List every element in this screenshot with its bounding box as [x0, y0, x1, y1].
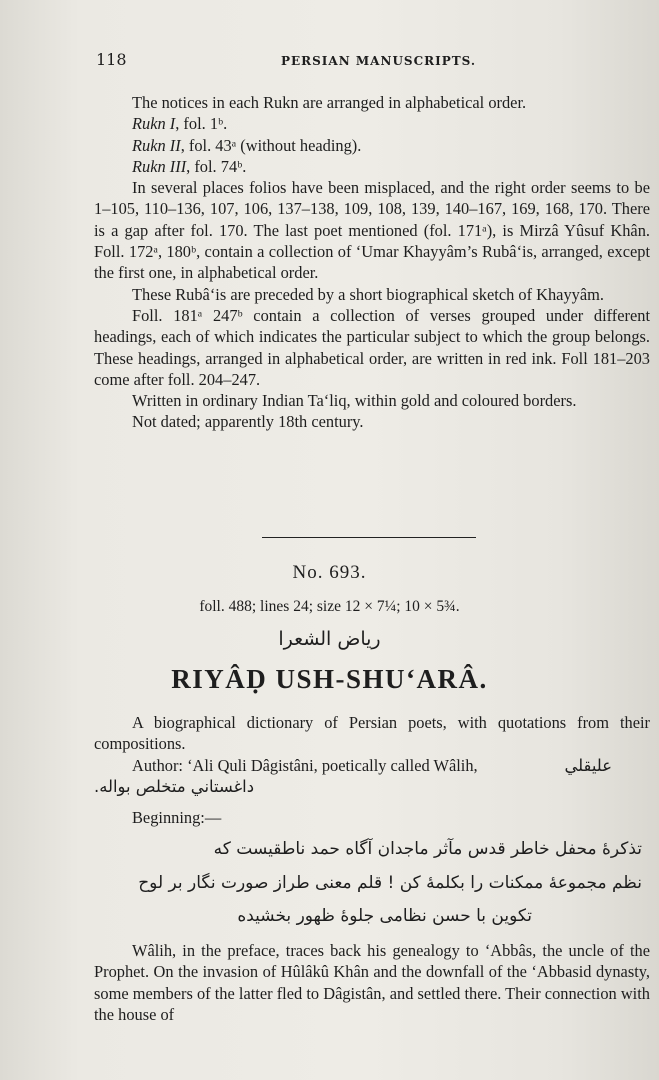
previous-entry-text [94, 92, 650, 433]
folio-line: foll. 488; lines 24; size 12 × 7¼; 10 × 5¾. [199, 598, 460, 615]
entry-number: No. 693. [292, 562, 367, 583]
author-arabic-2: داغستاني متخلص بواله. [94, 776, 255, 796]
rubais-paragraph: These Rubâ‘is are preceded by a short biographical sketch of Khayyâm. [132, 284, 604, 304]
author-arabic-1: عليقلي [564, 755, 612, 775]
verses-paragraph: Foll. 181ᵃ 247ᵇ contain a collection of verses grouped under different headings, each of which indicates the particular subject to which the group belongs. These headings, arranged in alphabetical order, are written in red ink. Foll 181–203 come after foll. 204–247. [94, 305, 650, 389]
running-title: PERSIAN MANUSCRIPTS. [281, 54, 477, 68]
beginning-label: Beginning:— [132, 808, 222, 827]
arabic-title: رياض الشعرا [278, 628, 381, 650]
page-number: 118 [96, 50, 127, 69]
misplaced-folios-paragraph: In several places folios have been misplaced, and the right order seems to be 1–105, 110–136, 107, 106, 137–138, 109, 108, 139, 140–167, 169, 168, 170. There is a gap after fol. 170. The last poet mentioned (fol. 171ᵃ), is Mirzâ Yûsuf Khân. Foll. 172ᵃ, 180ᵇ, contain a collection of ‘Umar Khayyâm’s Rubâ‘is, arranged, except the first one, in alphabetical order. [94, 178, 650, 283]
preface-paragraph: Wâlih, in the preface, traces back his genealogy to ‘Abbâs, the uncle of the Prophet. On the invasion of Hûlâkû Khân and the downfall of the ‘Abbasid dynasty, some members of the latter fled to Dâgistân, and settled there. Their connection with the house of [94, 941, 650, 1024]
preface-text [94, 940, 650, 1025]
entry-title: RIYÂḌ USH-SHU‘ARÂ. [171, 664, 488, 694]
author-line [94, 755, 650, 776]
rukn-intro: The notices in each Rukn are arranged in alphabetical order. [132, 93, 527, 112]
date-paragraph: Not dated; apparently 18th century. [132, 412, 364, 432]
author-text: Author: ‘Ali Quli Dâgistâni, poetically called Wâlih, [132, 755, 478, 775]
beginning-line-3: تكوين با حسن نظامى جلوۀ ظهور بخشيده [237, 906, 532, 926]
rukn-line-3: Rukn III, fol. 74ᵇ. [132, 156, 247, 176]
rukn-line-1: Rukn I, fol. 1ᵇ. [132, 114, 228, 134]
rukn-line-2: Rukn II, fol. 43ᵃ (without heading). [132, 135, 362, 155]
running-header [96, 50, 629, 74]
beginning-line-1: تذكرۀ محفل خاطر قدس مآثر ماجدان آگاه حمد ناطقيست كه [213, 839, 642, 859]
beginning-line-2: نظم مجموعۀ ممكنات را بكلمۀ كن ! قلم معنى طراز صورت نگار بر لوح [138, 873, 642, 893]
written-paragraph: Written in ordinary Indian Ta‘liq, within gold and coloured borders. [132, 391, 577, 411]
entry-description [94, 712, 650, 797]
section-divider [262, 537, 476, 538]
description-paragraph: A biographical dictionary of Persian poets, with quotations from their compositions. [94, 713, 650, 754]
